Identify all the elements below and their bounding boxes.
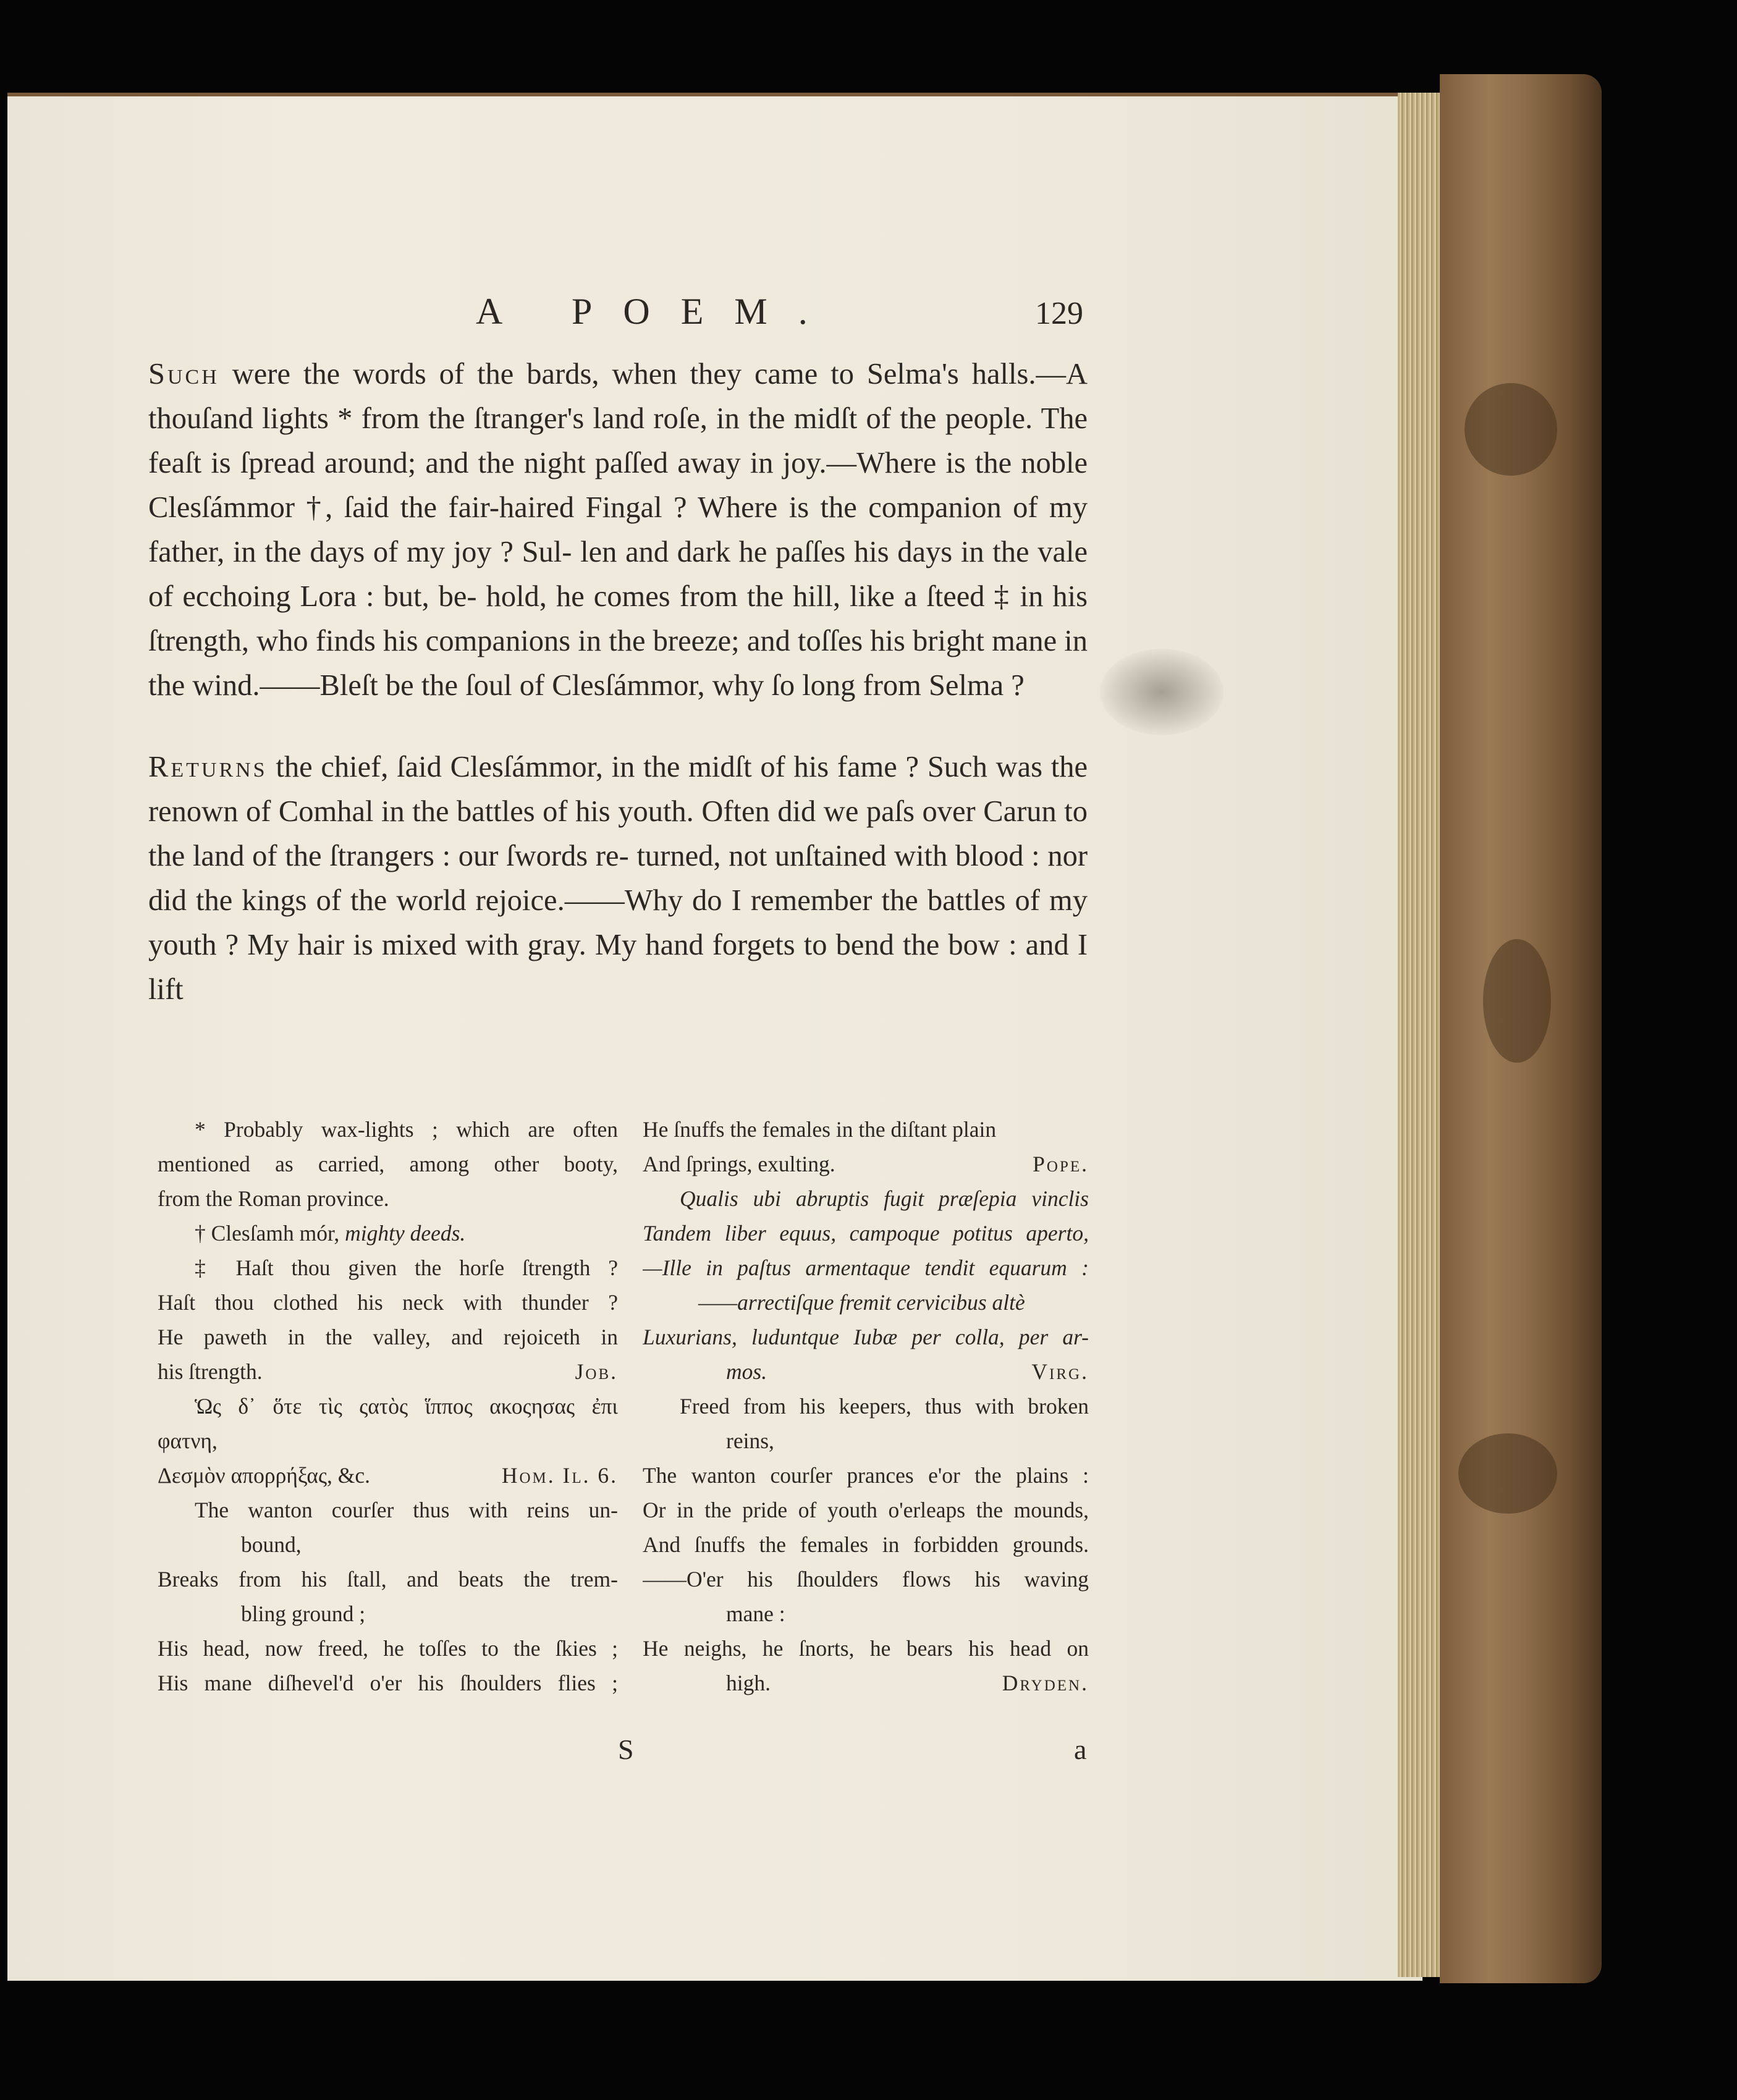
footnote-line: —Ille in paſtus armentaque tendit equarum : [643, 1255, 1089, 1280]
footnote-line: He paweth in the valley, and rejoiceth in [158, 1325, 618, 1349]
footnote-line: He neighs, he ſnorts, he bears his head on [643, 1636, 1089, 1661]
footnote-line: bling ground ; [241, 1601, 366, 1626]
binding-stain [1458, 1433, 1557, 1514]
binding-stain [1483, 939, 1551, 1063]
footnote-line: * Probably wax-lights ; which are often [195, 1117, 618, 1142]
dropcap-word: Returns [148, 751, 268, 783]
book-binding [1440, 74, 1602, 1983]
footnote-line: And ſnuffs the females in forbidden grounds. [643, 1532, 1089, 1557]
catchword: a [1074, 1734, 1087, 1765]
footnote-line: ——O'er his ſhoulders flows his waving [643, 1567, 1089, 1592]
footnote-line: mane : [726, 1601, 785, 1626]
footnote-line: The wanton courſer prances e'or the plains : [643, 1463, 1089, 1488]
footnote-line: Δεσμὸν απορρήξας, &c. Hom. Il. 6. [158, 1458, 618, 1493]
footnote-line: reins, [726, 1428, 774, 1453]
footnote-line: Breaks from his ſtall, and beats the trem- [158, 1567, 618, 1592]
footnote-line: And ſprings, exulting. Pope. [643, 1147, 1089, 1181]
paragraph-2: Returns the chief, ſaid Clesſámmor, in the midſt of his fame ? Such was the renown of Comhal in the battles of his youth. Often did we paſs over Carun to the land of the ſtrangers : our ſwords re- turned, not unſtained with blood : nor did the kings of the world rejoice.——Why do I remember the battles of my youth ? My hair is mixed with gray. My hand forgets to bend the bow : and I lift [148, 751, 1088, 1006]
footnote-line: Tandem liber equus, campoque potitus aperto, [643, 1221, 1089, 1246]
footnote-line: Qualis ubi abruptis fugit præſepia vinclis [680, 1186, 1089, 1211]
footnote-line: ‡ Haſt thou given the horſe ſtrength ? [195, 1255, 618, 1280]
footnotes-right-column [643, 1112, 1089, 1700]
footnote-line: His head, now freed, he toſſes to the ſkies ; [158, 1636, 618, 1661]
page-edges [1398, 93, 1441, 1977]
footnote-line: Luxurians, luduntque Iubæ per colla, per ar- [643, 1325, 1089, 1349]
dropcap-word: Such [148, 358, 219, 390]
main-text [148, 352, 1088, 1012]
footnote-line: bound, [241, 1532, 302, 1557]
footnote-line: high. Dryden. [643, 1666, 1089, 1700]
footnote-line: mos. Virg. [643, 1354, 1089, 1389]
footnote-source: Job. [575, 1359, 618, 1384]
footnote-line: his ſtrength. Job. [158, 1354, 618, 1389]
page-smudge [1100, 649, 1224, 735]
footnote-line: The wanton courſer thus with reins un- [195, 1498, 618, 1522]
footnotes-left-column [158, 1112, 618, 1700]
footnote-line: Freed from his keepers, thus with broken [680, 1394, 1089, 1419]
footnote-line: Or in the pride of youth o'erleaps the mounds, [643, 1498, 1089, 1522]
footnote-line: His mane diſhevel'd o'er his ſhoulders flies ; [158, 1671, 618, 1695]
footnote-source: Virg. [1031, 1359, 1089, 1384]
signature-mark: S [618, 1734, 634, 1765]
running-title: A POEM. [476, 291, 839, 332]
running-head [0, 290, 1415, 340]
footnote-line: Haſt thou clothed his neck with thunder ? [158, 1290, 618, 1315]
footnote-line: † Clesſamh mór, mighty deeds. [195, 1221, 466, 1246]
footnote-line: φατνη, [158, 1428, 218, 1453]
footnote-line: ——arrectiſque fremit cervicibus altè [698, 1290, 1025, 1315]
page-number: 129 [1035, 296, 1083, 331]
footnote-source: Dryden. [1002, 1671, 1089, 1695]
footnote-source: Pope. [1033, 1152, 1089, 1176]
footnote-line: from the Roman province. [158, 1186, 389, 1211]
binding-stain [1464, 383, 1557, 476]
footnote-line: He ſnuffs the females in the diſtant plain [643, 1117, 997, 1142]
footnote-line: Ὡς δ᾽ ὅτε τὶς ςατὸς ἵππος ακοςησας ἐπι [195, 1394, 618, 1419]
footnote-line: mentioned as carried, among other booty, [158, 1152, 618, 1176]
footnote-source: Hom. Il. 6. [501, 1463, 618, 1488]
paragraph-1: Such were the words of the bards, when they came to Selma's halls.—A thouſand lights * from the ſtranger's land roſe, in the midſt of the people. The feaſt is ſpread around; and the night paſſed away in joy.—Where is the noble Clesſámmor †, ſaid the fair-haired Fingal ? Where is the companion of my father, in the days of my joy ? Sul- len and dark he paſſes his days in the vale of ecchoing Lora : but, be- hold, he comes from the hill, like a ſteed ‡ in his ſtrength, who finds his companions in the breeze; and toſſes his bright mane in the wind.——Bleſt be the ſoul of Clesſámmor, why ſo long from Selma ? [148, 358, 1088, 702]
